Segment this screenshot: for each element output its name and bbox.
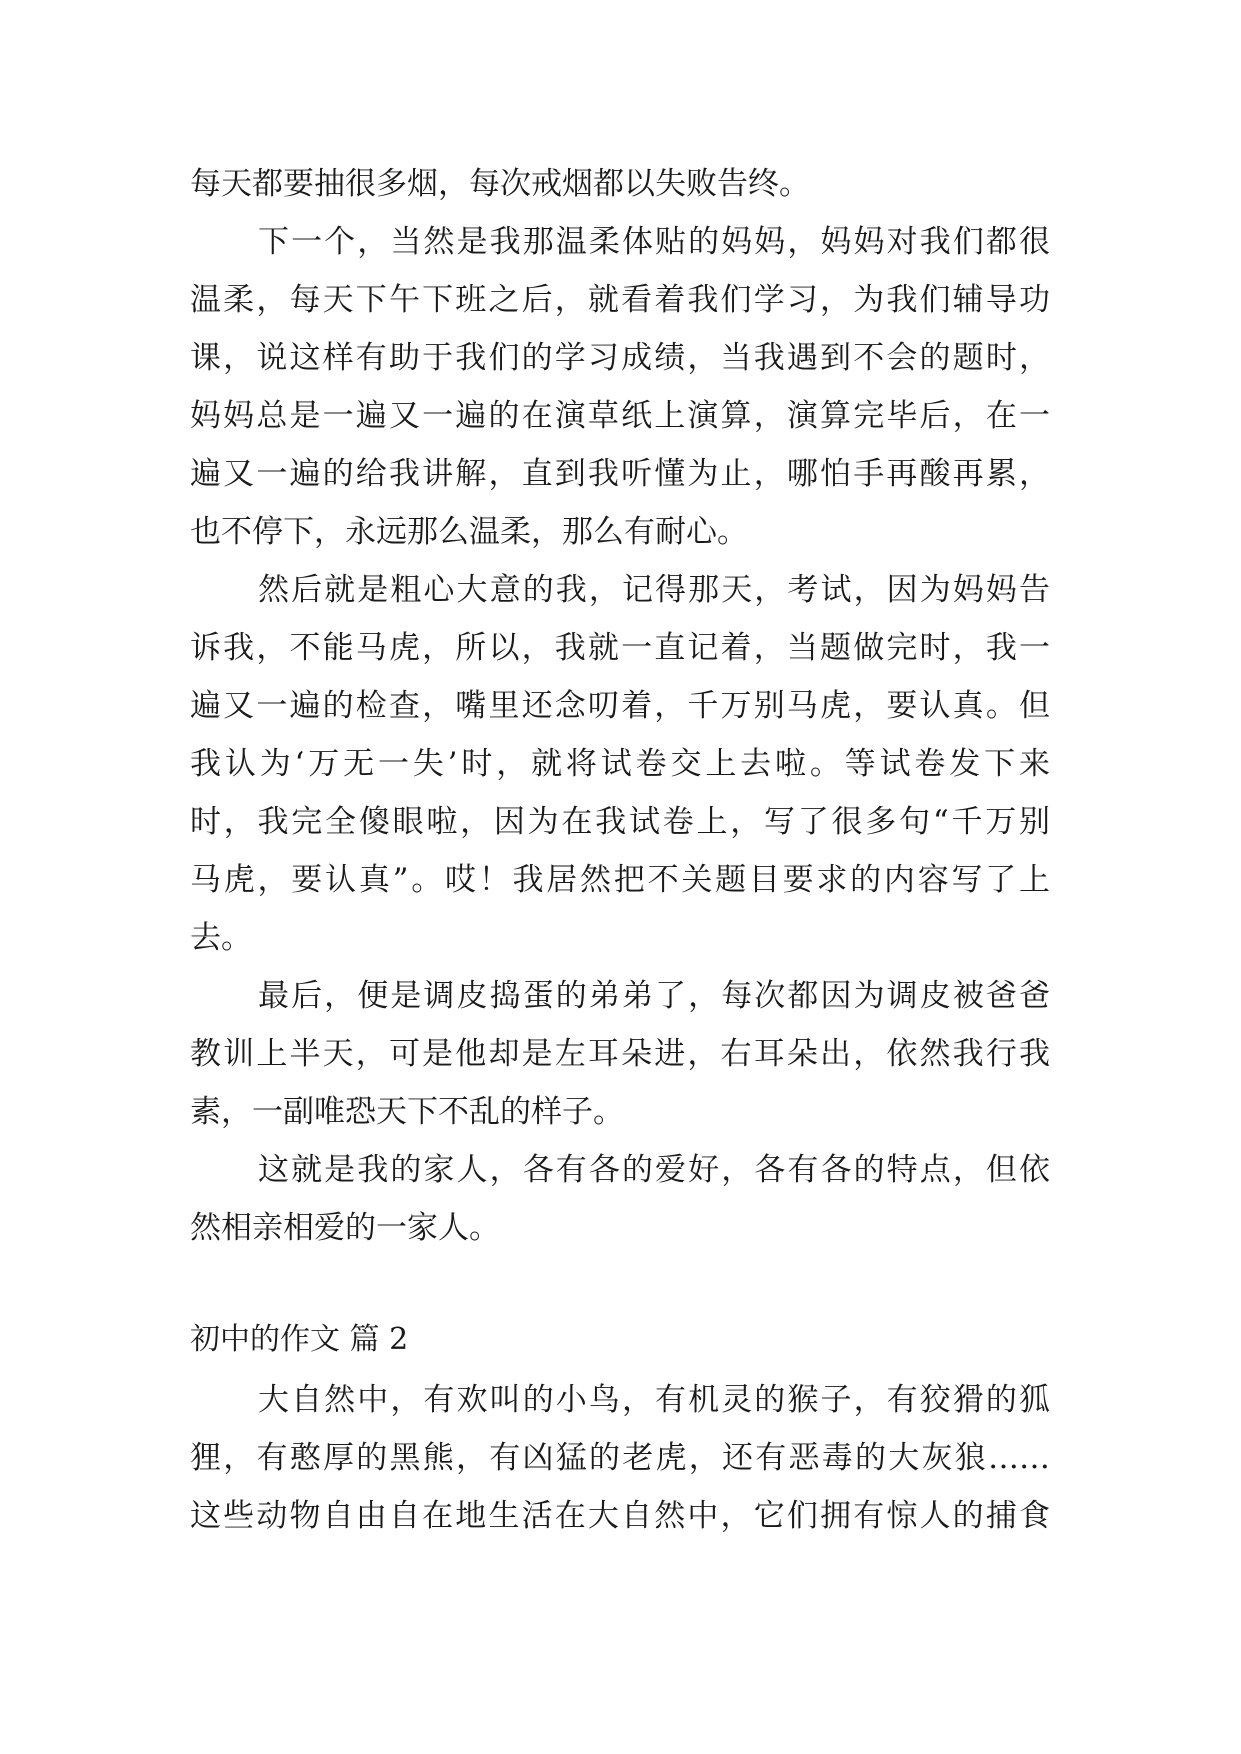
text-line: 素，一副唯恐天下不乱的样子。 [190, 1094, 624, 1130]
paragraph-first-line: 下一个，当然是我那温柔体贴的妈妈，妈妈对我们都很 [258, 224, 1050, 260]
text-line: 去。 [190, 920, 252, 956]
text-line: 遍又一遍的给我讲解，直到我听懂为止，哪怕手再酸再累， [190, 456, 1050, 492]
text-line: 狸，有憨厚的黑熊，有凶猛的老虎，还有恶毒的大灰狼…… [190, 1440, 1050, 1476]
text-line: 马虎，要认真”。哎！我居然把不关题目要求的内容写了上 [190, 862, 1050, 898]
text-line: 然相亲相爱的一家人。 [190, 1210, 500, 1246]
paragraph-first-line: 这就是我的家人，各有各的爱好，各有各的特点，但依 [258, 1152, 1050, 1188]
text-line: 诉我，不能马虎，所以，我就一直记着，当题做完时，我一 [190, 630, 1050, 666]
text-line: 我认为‘万无一失’时，就将试卷交上去啦。等试卷发下来 [190, 746, 1050, 782]
text-line: 遍又一遍的检查，嘴里还念叨着，千万别马虎，要认真。但 [190, 688, 1050, 724]
section-heading: 初中的作文 篇 2 [190, 1322, 409, 1357]
text-line: 每天都要抽很多烟，每次戒烟都以失败告终。 [190, 166, 810, 202]
text-line: 妈妈总是一遍又一遍的在演草纸上演算，演算完毕后，在一 [190, 398, 1050, 434]
text-line: 温柔，每天下午下班之后，就看着我们学习，为我们辅导功 [190, 282, 1050, 318]
text-line: 这些动物自由自在地生活在大自然中，它们拥有惊人的捕食 [190, 1498, 1050, 1534]
paragraph-first-line: 大自然中，有欢叫的小鸟，有机灵的猴子，有狡猾的狐 [258, 1382, 1050, 1418]
paragraph-first-line: 然后就是粗心大意的我，记得那天，考试，因为妈妈告 [258, 572, 1050, 608]
text-line: 时，我完全傻眼啦，因为在我试卷上，写了很多句“千万别 [190, 804, 1050, 840]
text-line: 也不停下，永远那么温柔，那么有耐心。 [190, 514, 748, 550]
text-line: 课，说这样有助于我们的学习成绩，当我遇到不会的题时， [190, 340, 1050, 376]
paragraph-first-line: 最后，便是调皮捣蛋的弟弟了，每次都因为调皮被爸爸 [258, 978, 1050, 1014]
text-line: 教训上半天，可是他却是左耳朵进，右耳朵出，依然我行我 [190, 1036, 1050, 1072]
